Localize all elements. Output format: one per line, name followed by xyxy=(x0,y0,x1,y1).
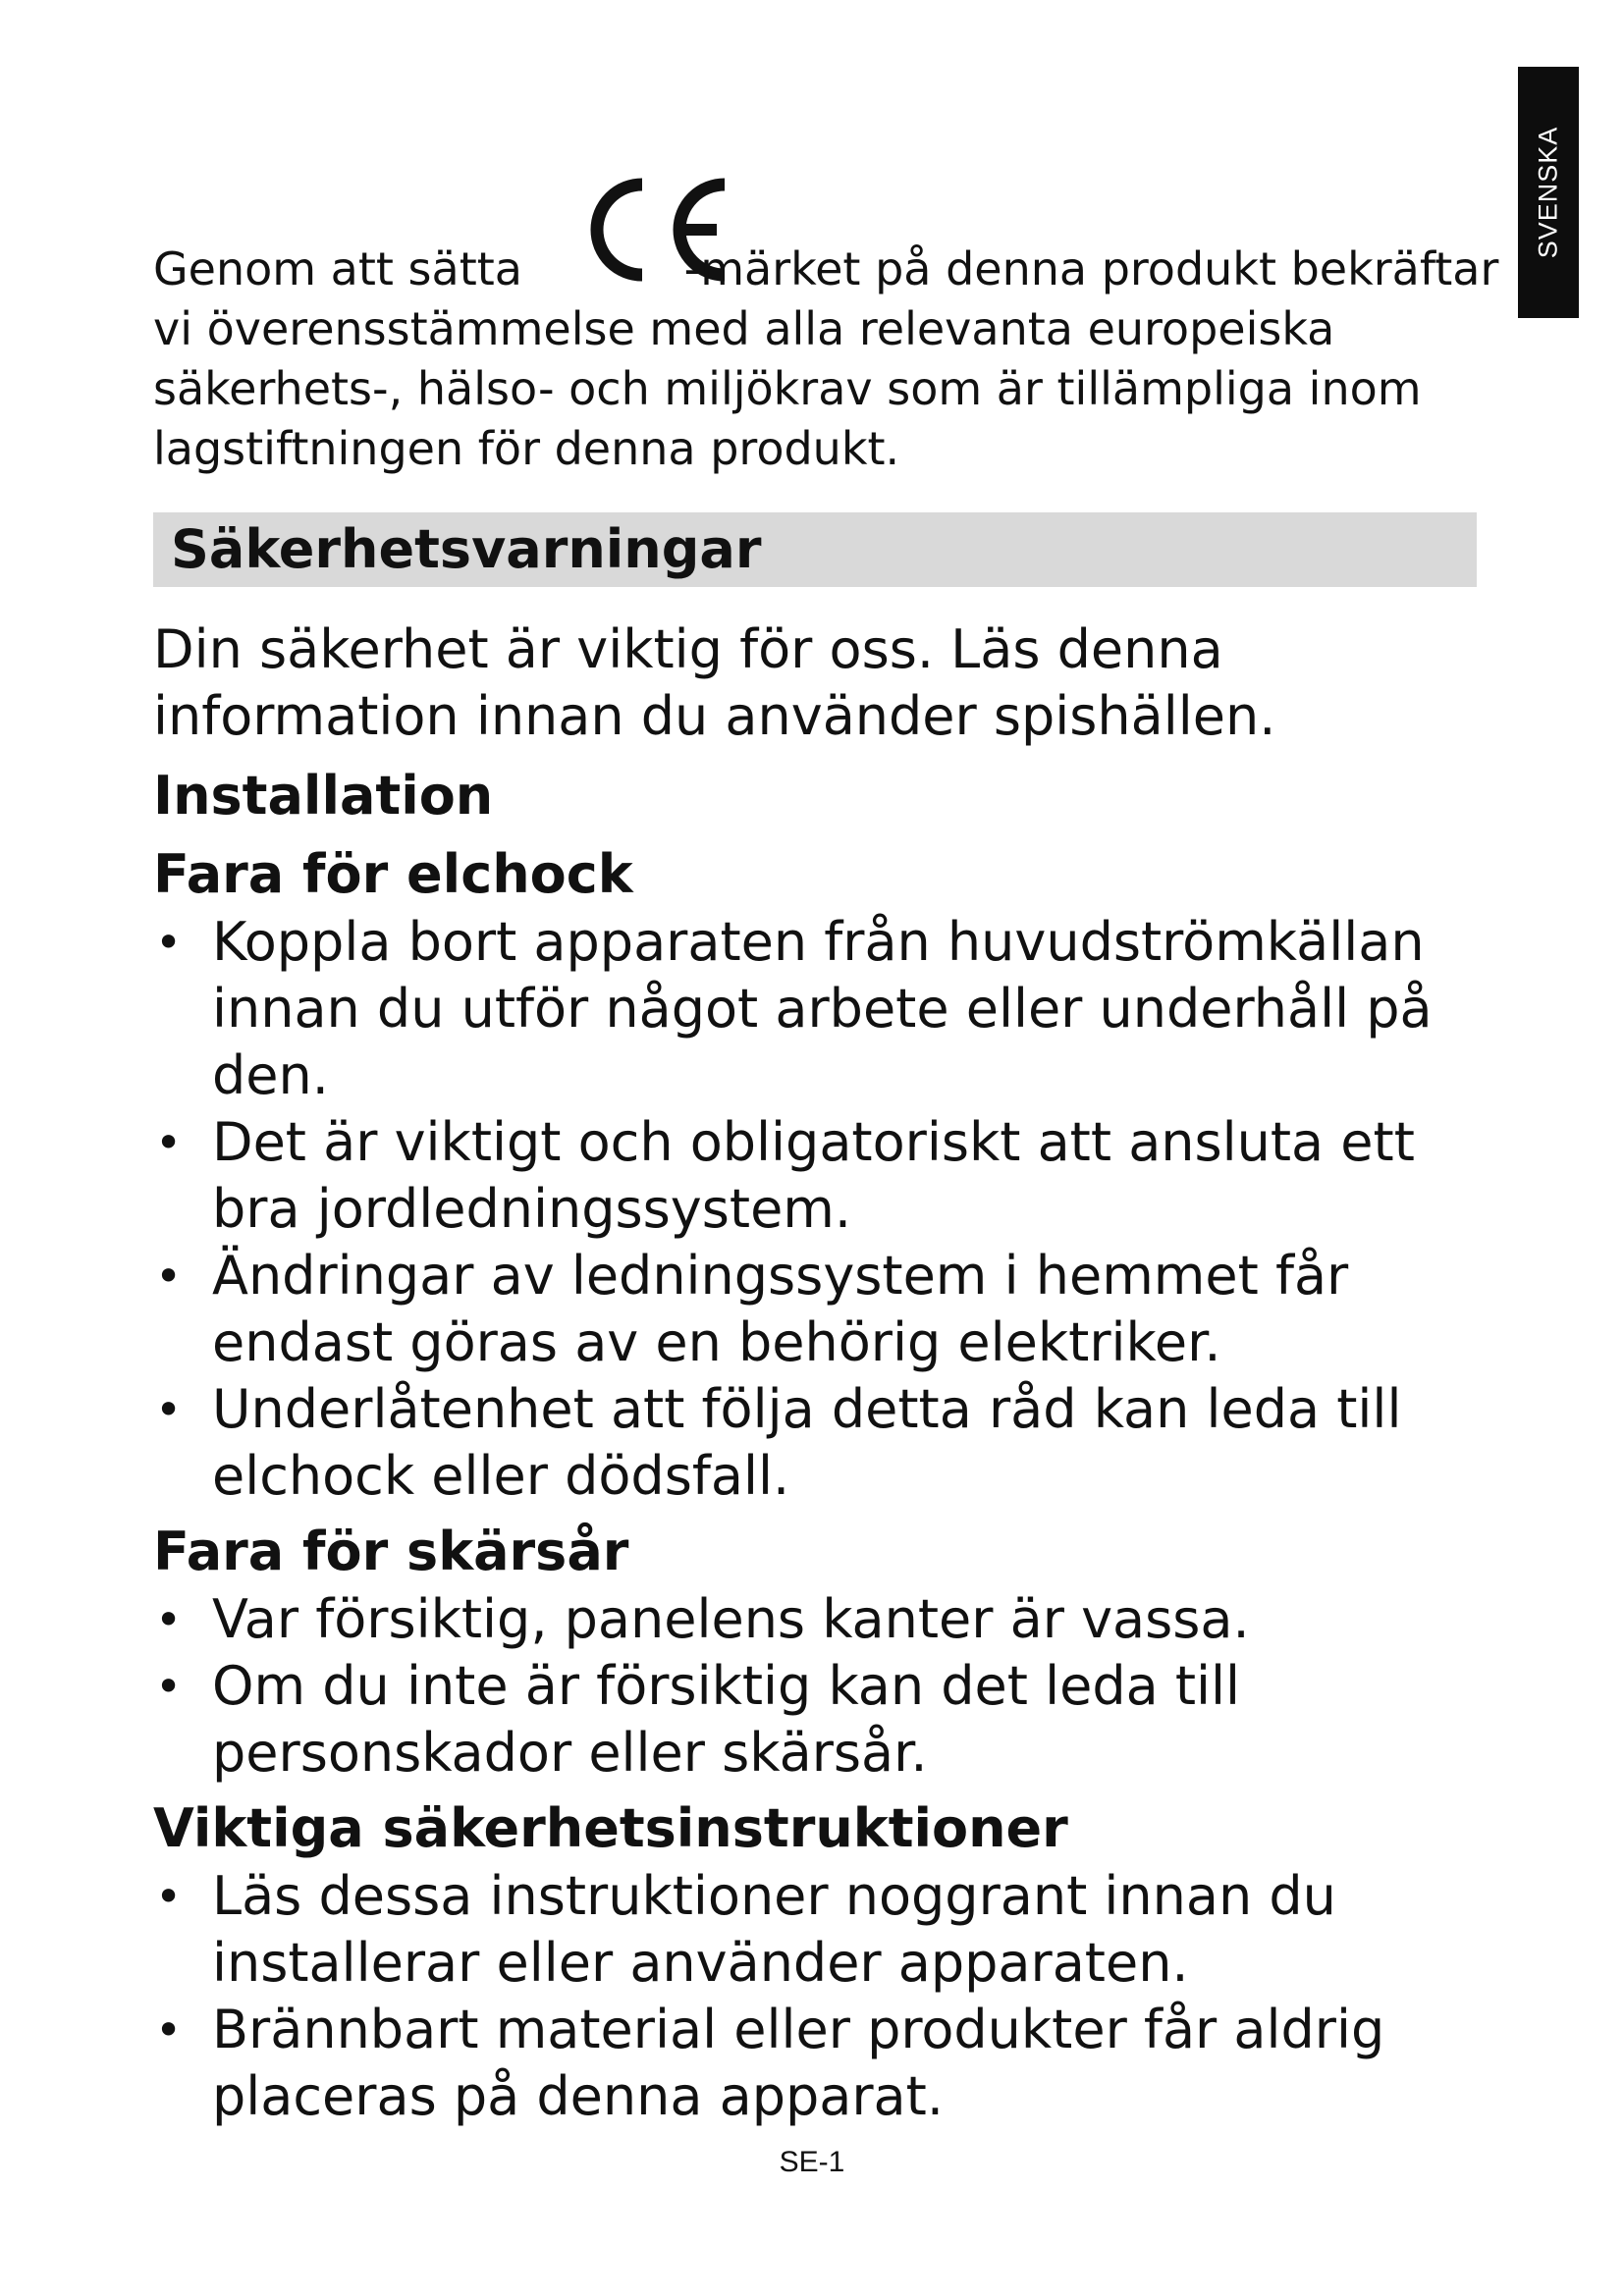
list-item: • Ändringar av ledningssystem i hemmet får endast göras av en behörig elektriker. xyxy=(153,1243,1489,1376)
list-item: • Läs dessa instruktioner noggrant innan du installerar eller använder apparaten. xyxy=(153,1863,1489,1997)
list-item: • Underlåtenhet att följa detta råd kan leda till elchock eller dödsfall. xyxy=(153,1376,1489,1510)
cut-hazard-heading: Fara för skärsår xyxy=(153,1521,629,1582)
lead-paragraph: Din säkerhet är viktig för oss. Läs denna information innan du använder spishällen. xyxy=(153,618,1276,747)
section-title: Säkerhetsvarningar xyxy=(171,518,762,580)
important-instructions-list xyxy=(153,1863,1489,2130)
ce-declaration-rest: -märket på denna produkt bekräftar vi överensstämmelse med alla relevanta europeiska säkerhets-, hälso- och miljökrav som är tillämpliga inom lagstiftningen för denna produkt. xyxy=(153,242,1499,475)
important-instructions-heading: Viktiga säkerhetsinstruktioner xyxy=(153,1797,1068,1859)
ce-declaration-start: Genom att sätta xyxy=(153,242,522,295)
list-item: • Det är viktigt och obligatoriskt att ansluta ett bra jordledningssystem. xyxy=(153,1109,1489,1243)
cut-hazard-list xyxy=(153,1586,1489,1787)
list-item: • Brännbart material eller produkter får aldrig placeras på denna apparat. xyxy=(153,1997,1489,2130)
list-item: • Koppla bort apparaten från huvudströmkällan innan du utför något arbete eller underhåll på den. xyxy=(153,909,1489,1109)
page-number: SE-1 xyxy=(779,2146,845,2178)
electric-shock-list xyxy=(153,909,1489,1510)
safety-content xyxy=(153,762,1489,2130)
electric-shock-heading: Fara för elchock xyxy=(153,843,633,905)
ce-declaration xyxy=(153,240,1528,479)
installation-heading: Installation xyxy=(153,765,494,827)
language-tab-label: SVENSKA xyxy=(1533,126,1563,259)
section-header xyxy=(153,512,1477,587)
list-item: • Var försiktig, panelens kanter är vassa. xyxy=(153,1586,1489,1653)
list-item: • Om du inte är försiktig kan det leda till personskador eller skärsår. xyxy=(153,1653,1489,1787)
